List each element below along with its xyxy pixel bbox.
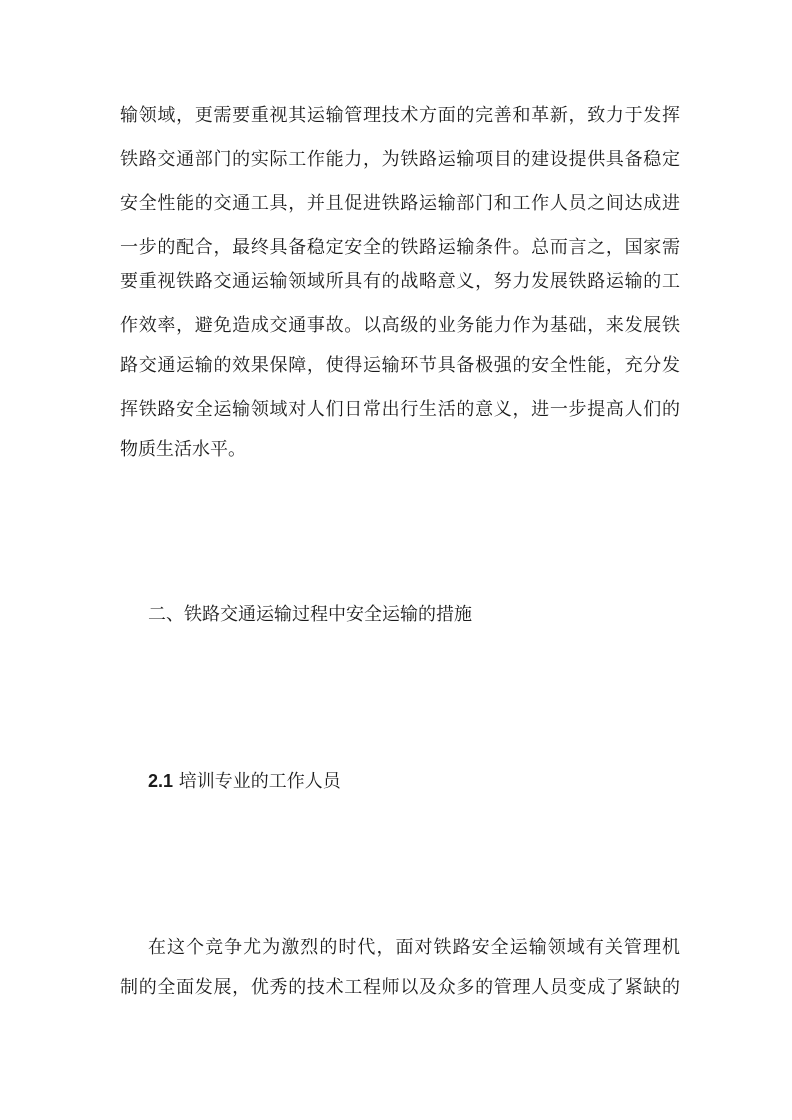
paragraph-line: 作效率，避免造成交通事故。以高级的业务能力作为基础，来发展铁 xyxy=(120,315,680,336)
paragraph-line: 铁路交通部门的实际工作能力，为铁路运输项目的建设提供具备稳定 xyxy=(120,149,680,170)
subsection-heading xyxy=(148,769,341,794)
paragraph-line: 要重视铁路交通运输领域所具有的战略意义，努力发展铁路运输的工 xyxy=(120,271,680,292)
paragraph-line: 路交通运输的效果保障，使得运输环节具备极强的安全性能，充分发 xyxy=(120,355,680,376)
paragraph-line: 挥铁路安全运输领域对人们日常出行生活的意义，进一步提高人们的 xyxy=(120,399,680,420)
subsection-number: 2.1 xyxy=(148,771,174,791)
section-heading: 二、铁路交通运输过程中安全运输的措施 xyxy=(148,604,472,625)
paragraph-line: 一步的配合，最终具备稳定安全的铁路运输条件。总而言之，国家需 xyxy=(120,237,680,258)
paragraph-line: 安全性能的交通工具，并且促进铁路运输部门和工作人员之间达成进 xyxy=(120,193,680,214)
paragraph-line: 制的全面发展，优秀的技术工程师以及众多的管理人员变成了紧缺的 xyxy=(120,977,680,998)
paragraph-line: 在这个竞争尤为激烈的时代，面对铁路安全运输领域有关管理机 xyxy=(148,937,680,958)
paragraph-line: 输领域，更需要重视其运输管理技术方面的完善和革新，致力于发挥 xyxy=(120,105,680,126)
paragraph-line: 物质生活水平。 xyxy=(120,439,246,460)
subsection-title: 培训专业的工作人员 xyxy=(178,771,341,792)
